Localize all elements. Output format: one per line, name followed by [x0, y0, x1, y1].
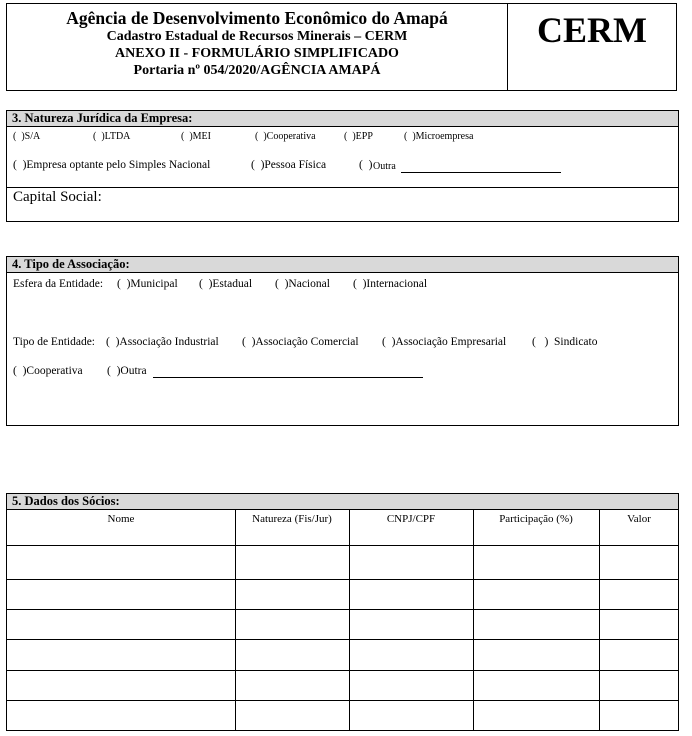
header-title-block	[7, 4, 508, 90]
portaria-subtitle: Portaria nº 054/2020/AGÊNCIA AMAPÁ	[133, 63, 381, 78]
section-3-title: 3. Natureza Jurídica da Empresa:	[7, 111, 678, 127]
option-estadual[interactable]: ( )Estadual	[199, 278, 253, 290]
option-cooperativa-assoc[interactable]: ( )Cooperativa	[13, 365, 83, 377]
option-outra-label: Outra	[373, 161, 396, 172]
capital-social-label: Capital Social:	[13, 189, 102, 205]
esfera-label: Esfera da Entidade:	[13, 278, 104, 290]
option-outra-checkbox[interactable]: ( )	[359, 159, 373, 171]
section-5-title: 5. Dados dos Sócios:	[7, 494, 678, 510]
section-4-title: 4. Tipo de Associação:	[7, 257, 678, 273]
option-associacao-industrial[interactable]: ( )Associação Industrial	[106, 336, 219, 348]
cadastro-subtitle: Cadastro Estadual de Recursos Minerais – CERM	[106, 29, 408, 44]
column-header-nome: Nome	[107, 513, 135, 525]
table-row[interactable]	[7, 639, 678, 640]
header-code-block	[508, 4, 676, 90]
section-dados-socios	[6, 493, 679, 731]
option-cooperativa[interactable]: ( )Cooperativa	[255, 131, 316, 142]
section-natureza-juridica	[6, 110, 679, 222]
cerm-code: CERM	[537, 10, 647, 50]
column-divider	[349, 510, 350, 730]
table-row[interactable]	[7, 670, 678, 671]
column-header-participacao: Participação (%)	[499, 513, 573, 525]
agency-title: Agência de Desenvolvimento Econômico do Amapá	[66, 8, 448, 28]
section-tipo-associacao	[6, 256, 679, 426]
column-header-valor: Valor	[627, 513, 651, 525]
table-row[interactable]	[7, 609, 678, 610]
anexo-subtitle: ANEXO II - FORMULÁRIO SIMPLIFICADO	[115, 46, 399, 61]
option-sindicato[interactable]: ( ) Sindicato	[532, 336, 598, 348]
column-header-cnpj-cpf: CNPJ/CPF	[386, 513, 436, 525]
option-pessoa-fisica[interactable]: ( )Pessoa Física	[251, 159, 327, 171]
table-row[interactable]	[7, 545, 678, 546]
option-microempresa[interactable]: ( )Microempresa	[404, 131, 474, 142]
option-simples-nacional[interactable]: ( )Empresa optante pelo Simples Nacional	[13, 159, 211, 171]
outra-assoc-blank-line[interactable]	[153, 377, 423, 378]
option-ltda[interactable]: ( )LTDA	[93, 131, 131, 142]
option-municipal[interactable]: ( )Municipal	[117, 278, 178, 290]
option-internacional[interactable]: ( )Internacional	[353, 278, 428, 290]
option-outra-assoc[interactable]: ( )Outra	[107, 365, 147, 377]
option-nacional[interactable]: ( )Nacional	[275, 278, 330, 290]
option-sa[interactable]: ( )S/A	[13, 131, 41, 142]
outra-blank-line[interactable]	[401, 172, 561, 173]
divider	[7, 187, 678, 188]
tipo-entidade-label: Tipo de Entidade:	[13, 336, 95, 348]
option-associacao-empresarial[interactable]: ( )Associação Empresarial	[382, 336, 507, 348]
column-divider	[473, 510, 474, 730]
form-header	[6, 3, 677, 91]
option-mei[interactable]: ( )MEI	[181, 131, 211, 142]
table-row[interactable]	[7, 579, 678, 580]
table-row[interactable]	[7, 700, 678, 701]
option-associacao-comercial[interactable]: ( )Associação Comercial	[242, 336, 359, 348]
option-epp[interactable]: ( )EPP	[344, 131, 373, 142]
column-divider	[599, 510, 600, 730]
column-divider	[235, 510, 236, 730]
column-header-natureza: Natureza (Fis/Jur)	[252, 513, 332, 525]
